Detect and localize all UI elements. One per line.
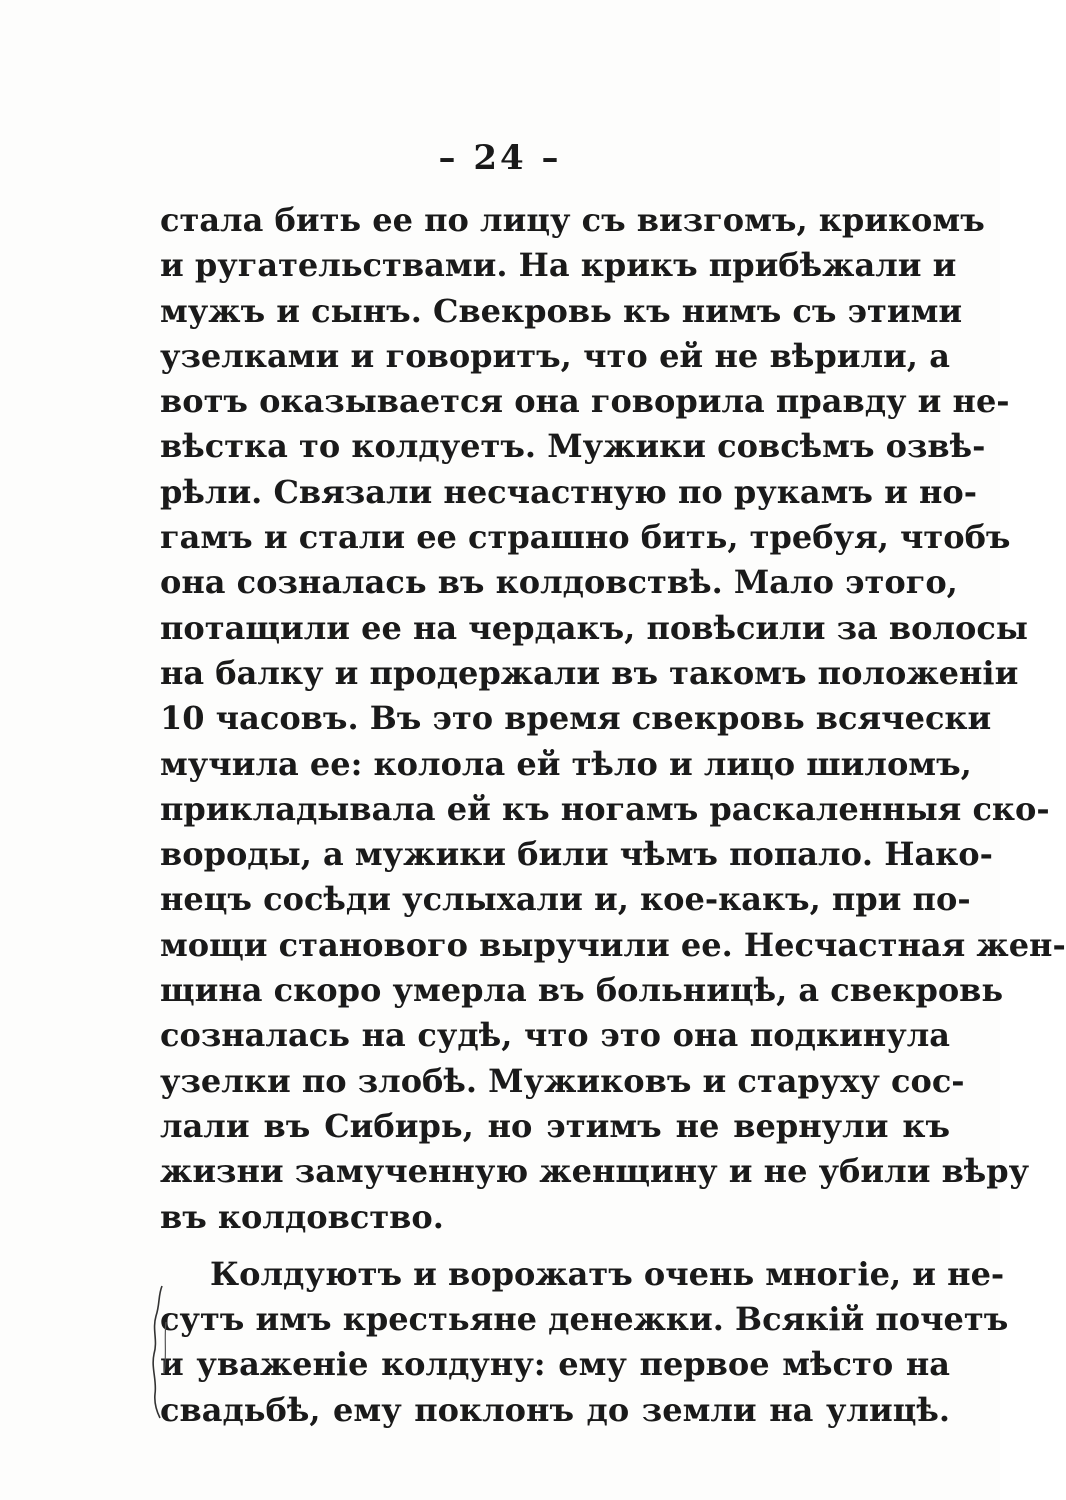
text-line: узелки по злобѣ. Мужиковъ и старуху сос-	[160, 1061, 965, 1100]
text-line: мужъ и сынъ. Свекровь къ нимъ съ этими	[160, 291, 963, 330]
text-line: потащили ее на чердакъ, повѣсили за волосы	[160, 608, 1028, 647]
text-line: вороды, а мужики били чѣмъ попало. Нако-	[160, 835, 993, 874]
paragraph-1	[160, 198, 1066, 1240]
text-line: лали въ Сибирь, но этимъ не вернули къ	[160, 1106, 950, 1145]
text-line: вотъ оказывается она говорила правду и не-	[160, 382, 1010, 421]
text-line: узелками и говоритъ, что ей не вѣрили, а	[160, 336, 950, 375]
text-line: сутъ имъ крестьяне денежки. Всякiй почетъ	[160, 1300, 1009, 1339]
text-line: щина скоро умерла въ больницѣ, а свекровь	[160, 971, 1004, 1010]
text-line: гамъ и стали ее страшно бить, требуя, чтобъ	[160, 518, 1011, 557]
text-line: нецъ сосѣди услыхали и, кое-какъ, при по-	[160, 880, 971, 919]
text-line: 10 часовъ. Въ это время свекровь всячески	[160, 699, 992, 738]
text-line: мучила ее: колола ей тѣло и лицо шиломъ,	[160, 744, 972, 783]
text-line: мощи станового выручили ее. Несчастная жен-	[160, 925, 1066, 964]
page-number: – 24 –	[438, 138, 562, 178]
text-line: созналась на судѣ, что это она подкинула	[160, 1016, 950, 1055]
text-line: свадьбѣ, ему поклонъ до земли на улицѣ.	[160, 1390, 950, 1429]
text-line: вѣстка то колдуетъ. Мужики совсѣмъ озвѣ-	[160, 427, 986, 466]
paragraph-gap	[160, 1240, 950, 1252]
text-line: прикладывала ей къ ногамъ раскаленныя ско-	[160, 789, 1050, 828]
body-text	[160, 198, 1066, 1433]
text-line: она созналась въ колдовствѣ. Мало этого,	[160, 563, 958, 602]
margin-pencil-mark	[148, 1282, 178, 1422]
paragraph-2	[160, 1252, 1009, 1433]
text-line: жизни замученную женщину и не убили вѣру	[160, 1152, 1030, 1191]
text-line: Колдуютъ и ворожатъ очень многiе, и не-	[210, 1254, 1005, 1293]
text-line: и уваженiе колдуну: ему первое мѣсто на	[160, 1345, 950, 1384]
text-line: стала бить ее по лицу съ визгомъ, крикомъ	[160, 201, 985, 239]
text-line: на балку и продержали въ такомъ положенiи	[160, 653, 1019, 692]
text-line: и ругательствами. На крикъ прибѣжали и	[160, 246, 957, 285]
text-line: рѣли. Связали несчастную по рукамъ и но-	[160, 472, 977, 511]
text-line: въ колдовство.	[160, 1197, 444, 1236]
